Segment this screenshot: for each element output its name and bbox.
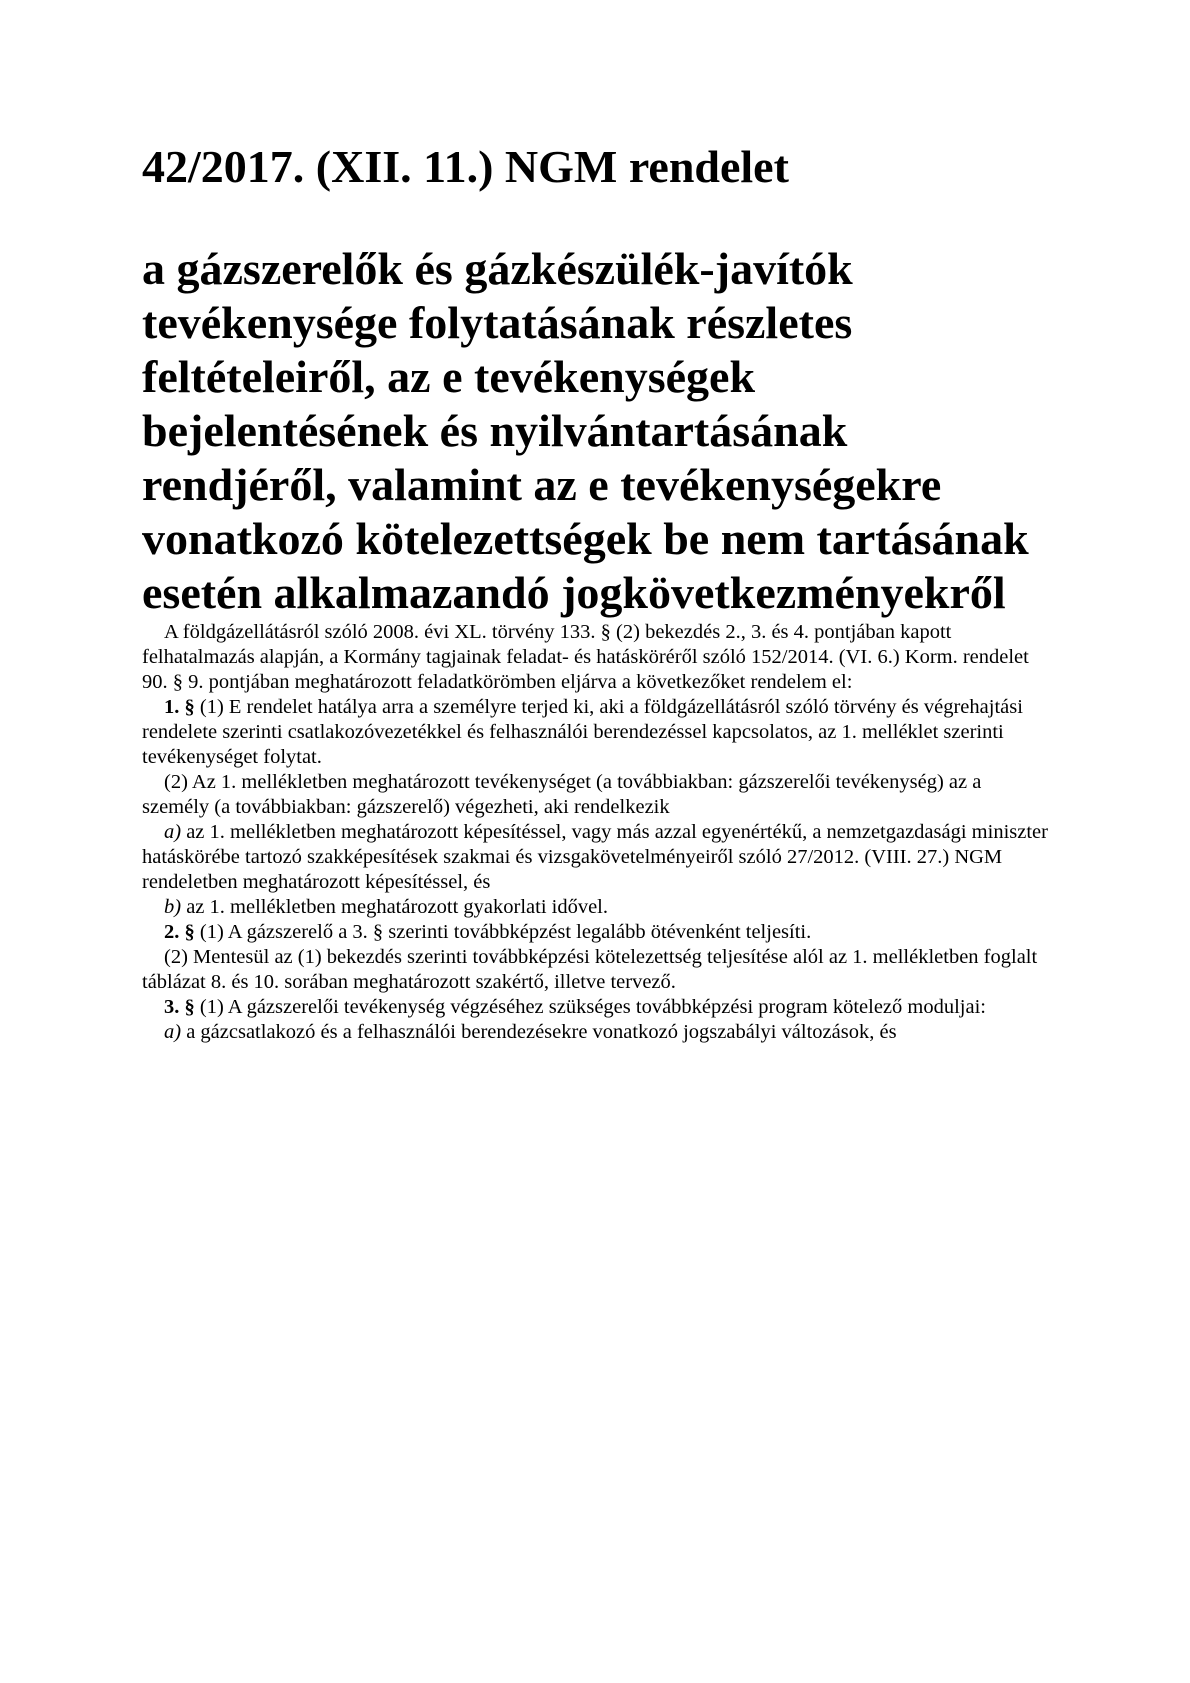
section-1-paragraph-2: (2) Az 1. mellékletben meghatározott tevékenységet (a továbbiakban: gázszerelői tevékenység) az a személy (a továbbiakban: gázszerelő) végezheti, aki rendelkezik — [142, 771, 982, 818]
point-a-text: az 1. mellékletben meghatározott képesítéssel, vagy más azzal egyenértékű, a nemzetgazdasági miniszter hatáskörébe tartozó szakképesítések szakmai és vizsgakövetelményeiről szóló 27/2012. (VIII. 27.) NGM rendeletben meghatározott képesítéssel, és — [142, 821, 1048, 893]
section-3-number: 3. § — [164, 996, 195, 1018]
document-content — [142, 140, 1052, 1045]
section-3-point-a-letter: a) — [164, 1021, 182, 1043]
regulation-subtitle: a gázszerelők és gázkészülék-javítók tevékenysége folytatásának részletes feltételeiről, az e tevékenységek bejelentésének és nyilvántartásának rendjéről, valamint az e tevékenységekre vonatkozó kötelezettségek be nem tartásának esetén alkalmazandó jogkövetkezményekről — [142, 243, 1029, 618]
section-2-number: 2. § — [164, 921, 195, 943]
section-2-paragraph-1-text: (1) A gázszerelő a 3. § szerinti továbbképzést legalább ötévenként teljesíti. — [194, 921, 812, 943]
section-1-point-a — [142, 820, 1052, 895]
section-3-point-a-text: a gázcsatlakozó és a felhasználói berendezésekre vonatkozó jogszabályi változások, és — [181, 1021, 897, 1043]
section-1-point-b — [142, 895, 1052, 920]
section-3-paragraph-1-text: (1) A gázszerelői tevékenység végzéséhez szükséges továbbképzési program kötelező moduljai: — [194, 996, 986, 1018]
section-2-paragraph-1 — [142, 920, 1052, 945]
section-2-paragraph-2: (2) Mentesül az (1) bekezdés szerinti továbbképzési kötelezettség teljesítése alól az 1. mellékletben foglalt táblázat 8. és 10. sorában meghatározott szakértő, illetve tervező. — [142, 946, 1038, 993]
section-3-point-a — [142, 1020, 1052, 1045]
regulation-body — [142, 620, 1052, 1045]
point-b-text: az 1. mellékletben meghatározott gyakorlati idővel. — [181, 896, 609, 918]
preamble-paragraph: A földgázellátásról szóló 2008. évi XL. törvény 133. § (2) bekezdés 2., 3. és 4. pontjában kapott felhatalmazás alapján, a Kormány tagjainak feladat- és hatásköréről szóló 152/2014. (VI. 6.) Korm. rendelet 90. § 9. pontjában meghatározott feladatkörömben eljárva a következőket rendelem el: — [142, 621, 1029, 693]
point-b-letter: b) — [164, 896, 182, 918]
section-3-paragraph-1 — [142, 995, 1052, 1020]
section-1-paragraph-1-text: (1) E rendelet hatálya arra a személyre terjed ki, aki a földgázellátásról szóló törvény és végrehajtási rendelete szerinti csatlakozóvezetékkel és felhasználói berendezéssel kapcsolatos, az 1. melléklet szerinti tevékenységet folytat. — [142, 696, 1023, 768]
section-1-paragraph-1 — [142, 695, 1052, 770]
section-1-number: 1. § — [164, 696, 195, 718]
regulation-title: 42/2017. (XII. 11.) NGM rendelet — [142, 141, 789, 192]
point-a-letter: a) — [164, 821, 182, 843]
